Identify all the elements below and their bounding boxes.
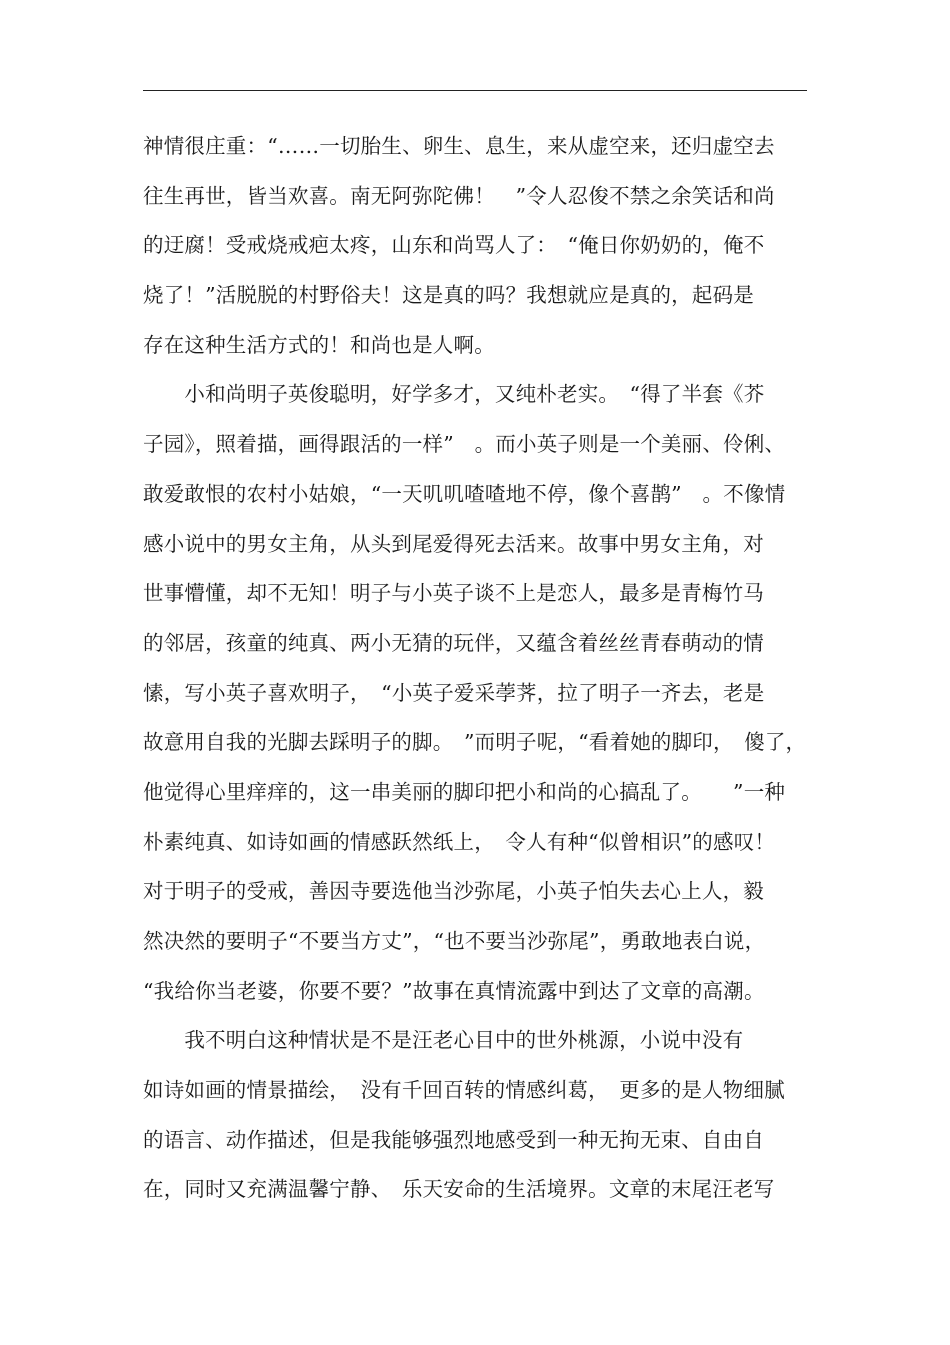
- body-text: [143, 122, 823, 1215]
- text-line: 神情很庄重：“……一切胎生、卵生、息生，来从虚空来，还归虚空去: [143, 134, 775, 158]
- text-line: 子园》，照着描，画得跟活的一样” 。而小英子则是一个美丽、伶俐、: [143, 432, 786, 457]
- text-line: 我不明白这种情状是不是汪老心目中的世外桃源，小说中没有: [143, 1028, 744, 1053]
- text-line: 世事懵懂，却不无知！明子与小英子谈不上是恋人，最多是青梅竹马: [143, 581, 764, 606]
- text-line: 愫，写小英子喜欢明子， “小英子爱采荸荠，拉了明子一齐去，老是: [143, 680, 765, 705]
- text-line: 朴素纯真、如诗如画的情感跃然纸上， 令人有种“似曾相识”的感叹！: [143, 829, 776, 854]
- text-line: 他觉得心里痒痒的，这一串美丽的脚印把小和尚的心搞乱了。 ”一种: [143, 779, 786, 804]
- text-line: 如诗如画的情景描绘， 没有千回百转的情感纠葛， 更多的是人物细腻: [143, 1078, 785, 1103]
- text-line: 敢爱敢恨的农村小姑娘，“一天叽叽喳喳地不停，像个喜鹊” 。不像情: [143, 481, 786, 506]
- text-line: 小和尚明子英俊聪明，好学多才，又纯朴老实。 “得了半套《芥: [143, 382, 765, 407]
- text-line: 感小说中的男女主角，从头到尾爱得死去活来。故事中男女主角，对: [143, 531, 764, 556]
- text-line: 的语言、动作描述，但是我能够强烈地感受到一种无拘无束、自由自: [143, 1127, 764, 1152]
- text-line: 对于明子的受戒，善因寺要选他当沙弥尾，小英子怕失去心上人，毅: [143, 879, 764, 904]
- text-line: 往生再世，皆当欢喜。南无阿弥陀佛！ ”令人忍俊不禁之余笑话和尚: [143, 183, 775, 208]
- header-rule: [143, 90, 807, 91]
- text-line: 然决然的要明子“不要当方丈”，“也不要当沙弥尾”，勇敢地表白说，: [143, 929, 766, 953]
- text-line: 烧了！”活脱脱的村野俗夫！这是真的吗？我想就应是真的，起码是: [143, 283, 754, 308]
- text-line: 的邻居，孩童的纯真、两小无猜的玩伴，又蕴含着丝丝青春萌动的情: [143, 630, 764, 655]
- text-line: 故意用自我的光脚去踩明子的脚。 ”而明子呢，“看着她的脚印， 傻了，: [143, 730, 807, 755]
- text-line: 在，同时又充满温馨宁静、 乐天安命的生活境界。文章的末尾汪老写: [143, 1177, 775, 1202]
- text-line: 的迂腐！受戒烧戒疤太疼，山东和尚骂人了： “俺日你奶奶的，俺不: [143, 233, 765, 258]
- text-line: 存在这种生活方式的！和尚也是人啊。: [143, 332, 495, 357]
- text-line: “我给你当老婆，你要不要？”故事在真情流露中到达了文章的高潮。: [143, 978, 765, 1003]
